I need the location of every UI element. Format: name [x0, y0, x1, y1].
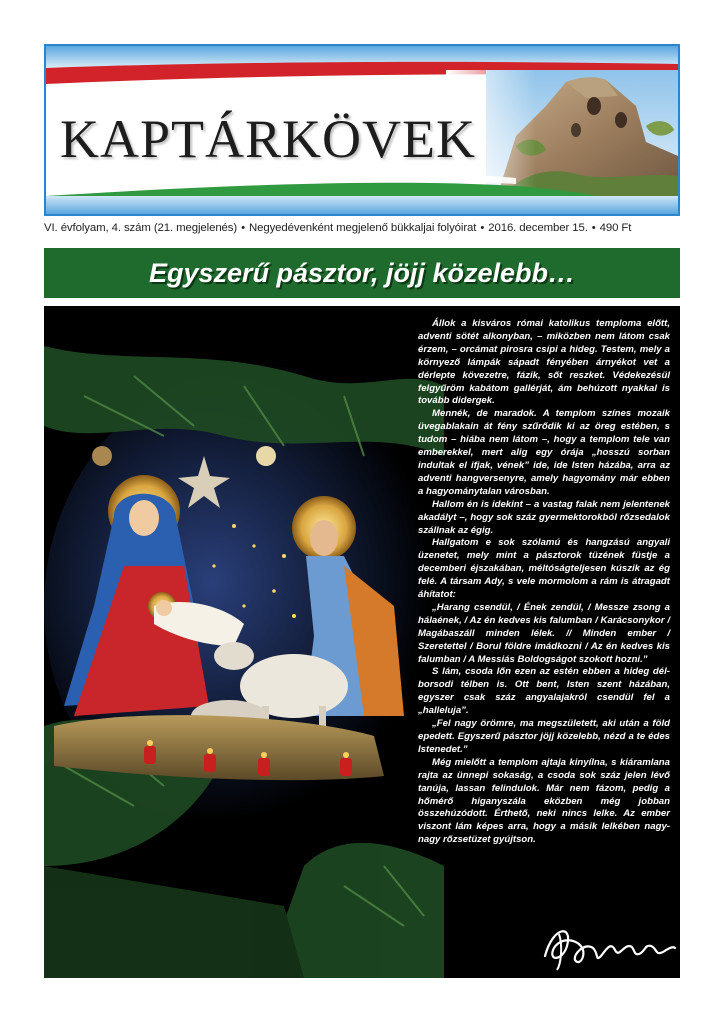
issue-date: 2016. december 15. — [488, 222, 588, 234]
publication-title: KAPTÁRKÖVEK — [60, 109, 476, 169]
issue-number: VI. évfolyam, 4. szám (21. megjelenés) — [44, 222, 238, 234]
separator-dot: • — [480, 222, 485, 234]
article-paragraph: Még mielőtt a templom ajtaja kinyílna, s kiáramlana rajta az ünnepi sokaság, a csoda sok száz jelen lévő tanúja, lassan felindulok. Már nem fázom, pedig a hőmérő higanyszála eközben még jobban összehúzódott. Érthető, neki nincs lelke. Az ember viszont lám képes arra, hogy a másik lelkében nagy-nagy rőzsetüzet gyújtson. — [418, 756, 670, 846]
article-paragraph: S lám, csoda lőn ezen az estén ebben a hideg dél-borsodi télben is. Ott bent, Isten szent házában, egyszer csak száz angyalajakról csendül fel a „halleluja”. — [418, 666, 670, 717]
article-paragraph: Állok a kisváros római katolikus temploma előtt, adventi sötét alkonyban, – miközben nem látom csak érzem, – orcámat pirosra csípi a hideg. Testem, mely a környező lámpák sápadt fényében árnyékot vet a dérlepte kövezetre, fázik, sőt reszket. Védekezésül felgyűröm kabátom gallérját, ám behúzott nyakkal is tovább didergek. — [418, 318, 670, 407]
article-paragraph: Mennék, de maradok. A templom színes mozaik üvegablakain át fény szűrődik ki az öreg estében, s tudom – hiába nem látom –, hogy a templom tele van emberekkel, mert alig egy órája „hosszú sorban indultak el ifjak, vének” ide, ide Isten házába, arra az adventi hangversenyre, amely hagyomány már ebben a hagyománytalan városban. — [418, 408, 670, 497]
article-paragraph: Hallom én is idekint – a vastag falak nem jelentenek akadályt –, hogy sok száz gyermektorokból rőzsedalok szállnak az égig. — [418, 498, 670, 536]
separator-dot: • — [241, 222, 245, 234]
article-body — [418, 318, 670, 847]
article-paragraph: Hallgatom e sok szólamú és hangzású angyali üzenetet, mely mint a pásztorok tüzének füstje a decemberi éjszakában, méltóságteljesen kúszik az ég felé. A társam Ady, s vele mormolom a rám is átragadt áhítatot: — [418, 537, 670, 601]
separator-dot: • — [591, 222, 596, 234]
issue-price: 490 Ft — [599, 222, 632, 234]
author-signature — [539, 916, 679, 972]
headline-bar — [44, 248, 680, 298]
masthead-blue-bar — [44, 196, 680, 216]
article-box — [44, 306, 680, 978]
article-paragraph: „Harang csendül, / Ének zendül, / Messze zsong a hálaének, / Az én kedves kis falumban / Karácsonykor / Magábaszáll minden lélek. // Minden ember / Szeretettel / Borul földre imádkozni / Az én kedves kis falumban / A Messiás Boldogságot szokott hozni.” — [418, 601, 670, 665]
masthead — [44, 44, 680, 214]
article-headline: Egyszerű pásztor, jöjj közelebb… — [148, 258, 576, 288]
article-paragraph: „Fel nagy örömre, ma megszületett, aki után a föld epedett. Egyszerű pásztor jöjj közelebb, nézd a te édes Istenedet.” — [418, 718, 670, 755]
publication-description: Negyedévenként megjelenő bükkaljai folyóirat — [248, 222, 477, 234]
issue-info-line — [44, 222, 680, 234]
